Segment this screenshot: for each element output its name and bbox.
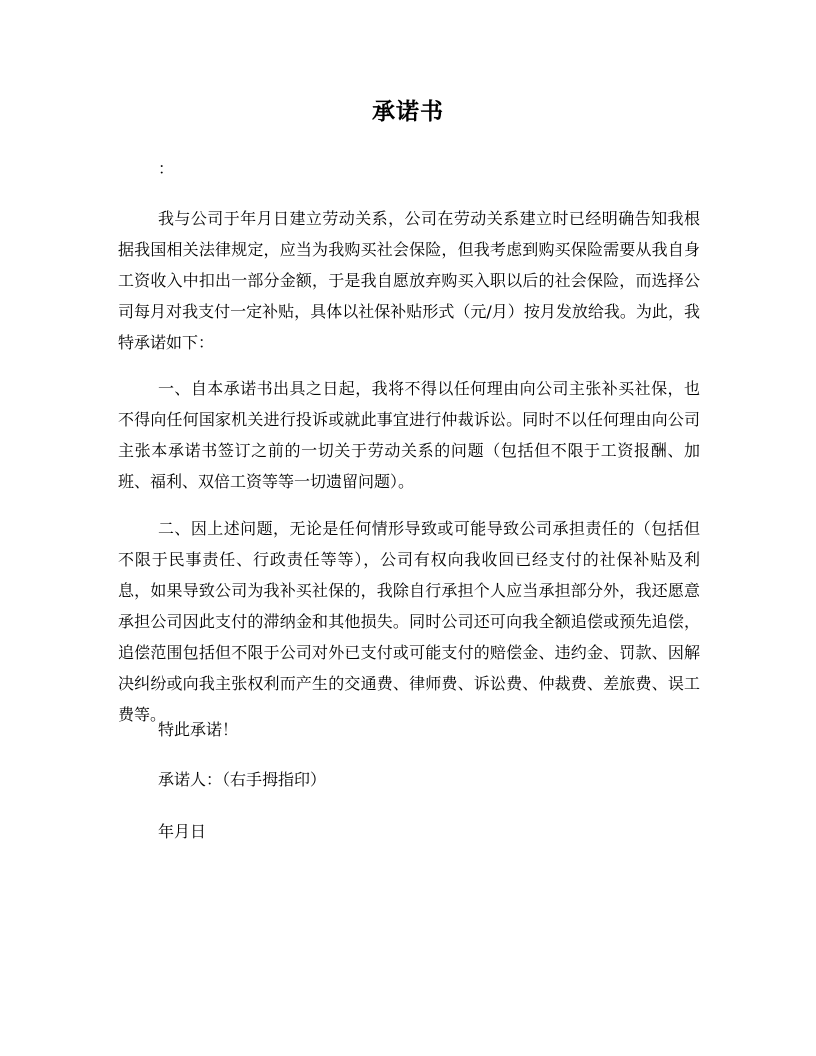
intro-paragraph: 我与公司于年月日建立劳动关系，公司在劳动关系建立时已经明确告知我根据我国相关法律规定，应当为我购买社会保险，但我考虑到购买保险需要从我自身工资收入中扣出一部分金额，于是我自愿放弃购买入职以后的社会保险，而选择公司每月对我支付一定补贴，具体以社保补贴形式（元/月）按月发放给我。为此，我特承诺如下： (118, 209, 700, 352)
closing-statement: 特此承诺！ (158, 720, 239, 739)
document-title: 承诺书 (372, 98, 444, 125)
commitment-item-1: 一、自本承诺书出具之日起，我将不得以任何理由向公司主张补买社保，也不得向任何国家机关进行投诉或就此事宜进行仲裁诉讼。同时不以任何理由向公司主张本承诺书签订之前的一切关于劳动关系的问题（包括但不限于工资报酬、加班、福利、双倍工资等等一切遗留问题）。 (118, 379, 700, 491)
addressee-line: ： (158, 159, 175, 178)
commitment-item-2: 二、因上述问题，无论是任何情形导致或可能导致公司承担责任的（包括但不限于民事责任、行政责任等等），公司有权向我收回已经支付的社保补贴及利息，如果导致公司为我补买社保的，我除自行承担个人应当承担部分外，我还愿意承担公司因此支付的滞纳金和其他损失。同时公司还可向我全额追偿或预先追偿，追偿范围包括但不限于公司对外已支付或可能支付的赔偿金、违约金、罚款、因解决纠纷或向我主张权利而产生的交通费、律师费、诉讼费、仲裁费、差旅费、误工费等。 (118, 519, 700, 724)
date-line: 年月日 (158, 822, 207, 841)
signer-line: 承诺人：（右手拇指印） (158, 770, 327, 789)
